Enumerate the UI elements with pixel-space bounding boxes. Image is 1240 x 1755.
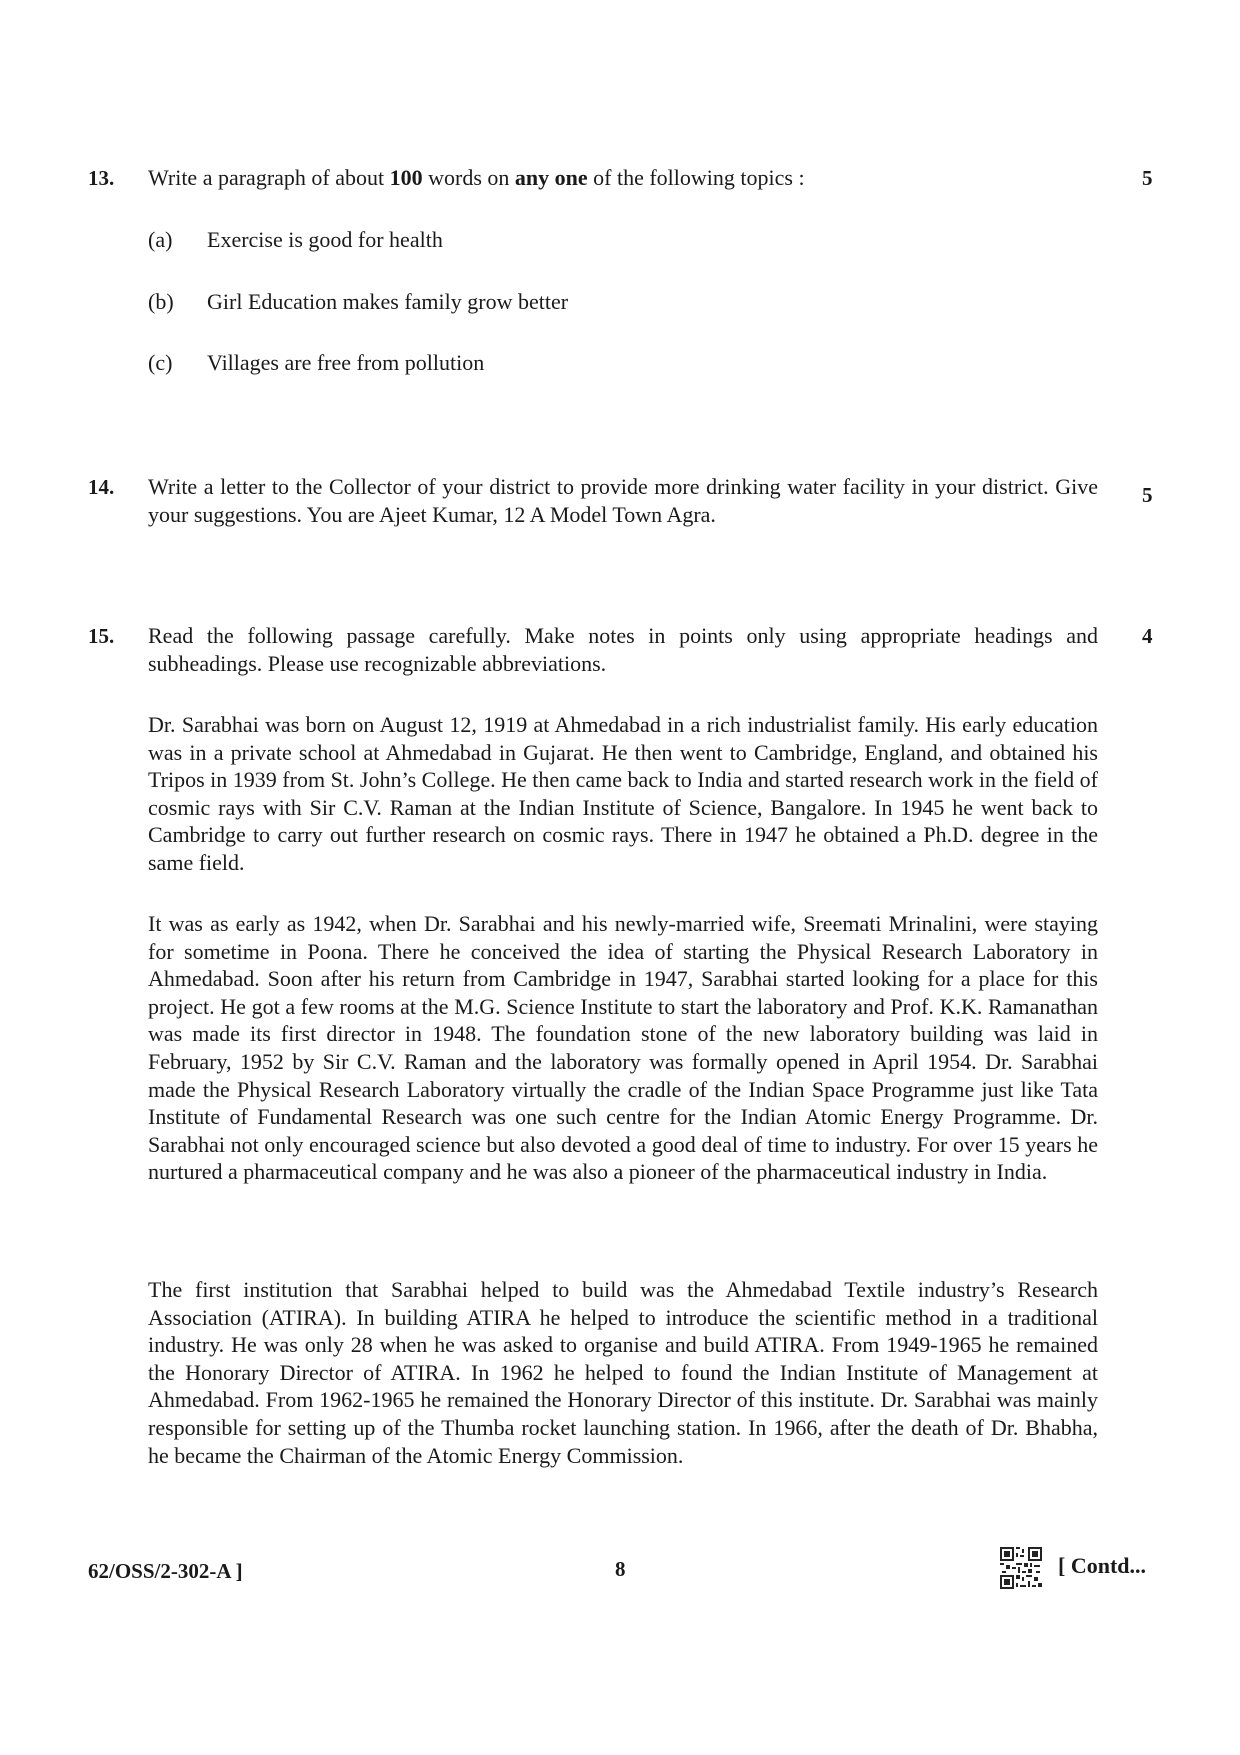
question-15-number: 15. [88,624,115,648]
qr-code-icon [1000,1547,1042,1589]
question-13-word-count: 100 [389,165,423,190]
question-14-text: Write a letter to the Collector of your district to provide more drinking water facility in your district. Give your suggestions. You are Ajeet Kumar, 12 A Model Town Agra. [148,474,1098,527]
continued-label: [ Contd... [1058,1553,1147,1578]
question-13-text-part: Write a paragraph of about [148,165,390,190]
question-13-number: 13. [88,166,115,190]
passage-paragraph-1: Dr. Sarabhai was born on August 12, 1919 at Ahmedabad in a rich industrialist family. His early education was in a private school at Ahmedabad in Gujarat. He then went to Cambridge, England, and obtained his Tripos in 1939 from St. John’s College. He then came back to India and started research work in the field of cosmic rays with Sir C.V. Raman at the Indian Institute of Science, Bangalore. In 1945 he went back to Cambridge to carry out further research on cosmic rays. There in 1947 he obtained a Ph.D. degree in the same field. [148,712,1098,875]
option-label: (b) [148,289,174,314]
question-14-number: 14. [88,475,115,499]
page-number: 8 [615,1557,626,1581]
question-15-text: Read the following passage carefully. Make notes in points only using appropriate headings and subheadings. Please use recognizable abbreviations. [148,623,1098,676]
paper-code: 62/OSS/2-302-A ] [88,1559,243,1583]
question-15-marks: 4 [1142,624,1153,648]
option-label: (c) [148,350,173,375]
question-13-text-part: of the following topics : [587,165,805,190]
passage-paragraph-2: It was as early as 1942, when Dr. Sarabhai and his newly-married wife, Sreemati Mrinalini, were staying for sometime in Poona. There he conceived the idea of starting the Physical Research Laboratory in Ahmedabad. Soon after his return from Cambridge in 1947, Sarabhai started looking for a place for this project. He got a few rooms at the M.G. Science Institute to start the laboratory and Prof. K.K. Ramanathan was made its first director in 1948. The foundation stone of the new laboratory building was laid in February, 1952 by Sir C.V. Raman and the laboratory was formally opened in April 1954. Dr. Sarabhai made the Physical Research Laboratory virtually the cradle of the Indian Space Programme just like Tata Institute of Fundamental Research was one such centre for the Indian Atomic Energy Programme. Dr. Sarabhai not only encouraged science but also devoted a good deal of time to industry. For over 15 years he nurtured a pharmaceutical company and he was also a pioneer of the pharmaceutical industry in India. [148,911,1098,1185]
question-13-text-part: words on [422,165,515,190]
option-text: Exercise is good for health [207,227,443,252]
passage-paragraph-3: The first institution that Sarabhai helped to build was the Ahmedabad Textile industry’s Research Association (ATIRA). In building ATIRA he helped to introduce the scientific method in a traditional industry. He was only 28 when he was asked to organise and build ATIRA. From 1949-1965 he remained the Honorary Director of ATIRA. In 1962 he helped to found the Indian Institute of Management at Ahmedabad. From 1962-1965 he remained the Honorary Director of this institute. Dr. Sarabhai was mainly responsible for setting up of the Thumba rocket launching station. In 1966, after the death of Dr. Bhabha, he became the Chairman of the Atomic Energy Commission. [148,1277,1098,1468]
question-14-marks: 5 [1142,483,1153,507]
option-text: Girl Education makes family grow better [207,289,569,314]
question-13-text [148,164,1098,192]
question-13-marks: 5 [1142,166,1153,190]
option-label: (a) [148,227,173,252]
question-13-emphasis: any one [514,165,588,190]
option-text: Villages are free from pollution [207,350,485,375]
